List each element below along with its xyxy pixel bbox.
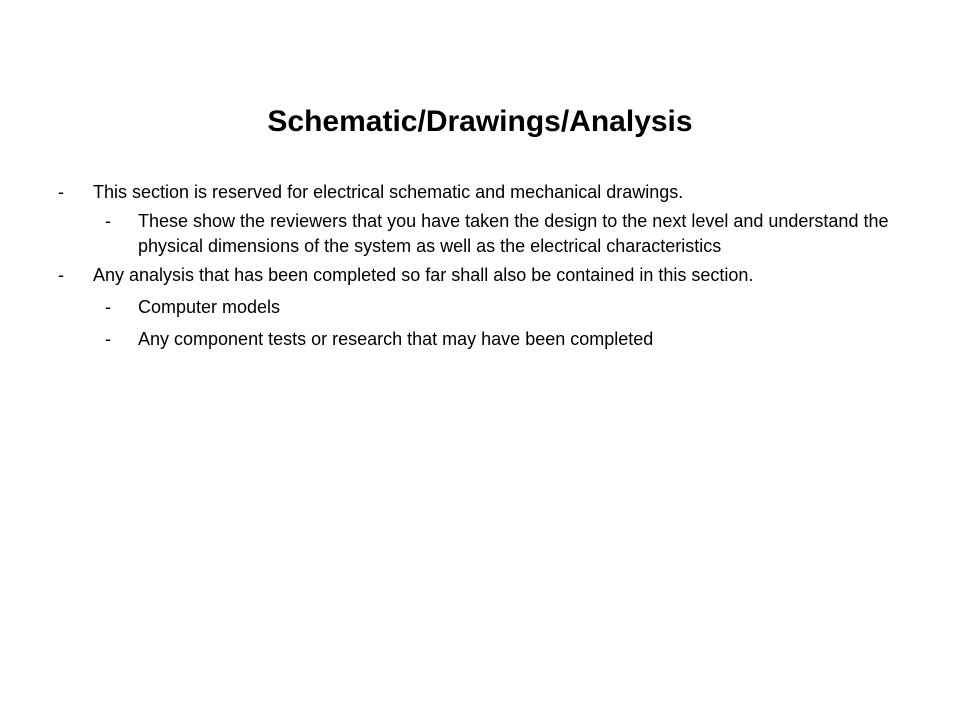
bullet-marker: -: [105, 211, 111, 231]
bullet-text: This section is reserved for electrical schematic and mechanical drawings.: [93, 182, 684, 202]
bullet-item: [58, 263, 898, 288]
bullet-item: [58, 180, 898, 205]
bullet-marker: -: [58, 265, 64, 285]
bullet-marker: -: [58, 182, 64, 202]
slide-title: Schematic/Drawings/Analysis: [267, 105, 693, 138]
sub-bullet-item: [58, 295, 898, 320]
sub-bullet-item: [58, 327, 898, 352]
bullet-marker: -: [105, 329, 111, 349]
bullet-list: [58, 180, 898, 352]
bullet-text: Any component tests or research that may have been completed: [138, 329, 654, 349]
bullet-marker: -: [105, 297, 111, 317]
bullet-text: Computer models: [138, 297, 281, 317]
bullet-text: Any analysis that has been completed so far shall also be contained in this section.: [93, 265, 754, 285]
bullet-text: These show the reviewers that you have taken the design to the next level and understand the physical dimensions of the system as well as the electrical characteristics: [138, 211, 889, 256]
sub-bullet-item: [58, 209, 898, 259]
